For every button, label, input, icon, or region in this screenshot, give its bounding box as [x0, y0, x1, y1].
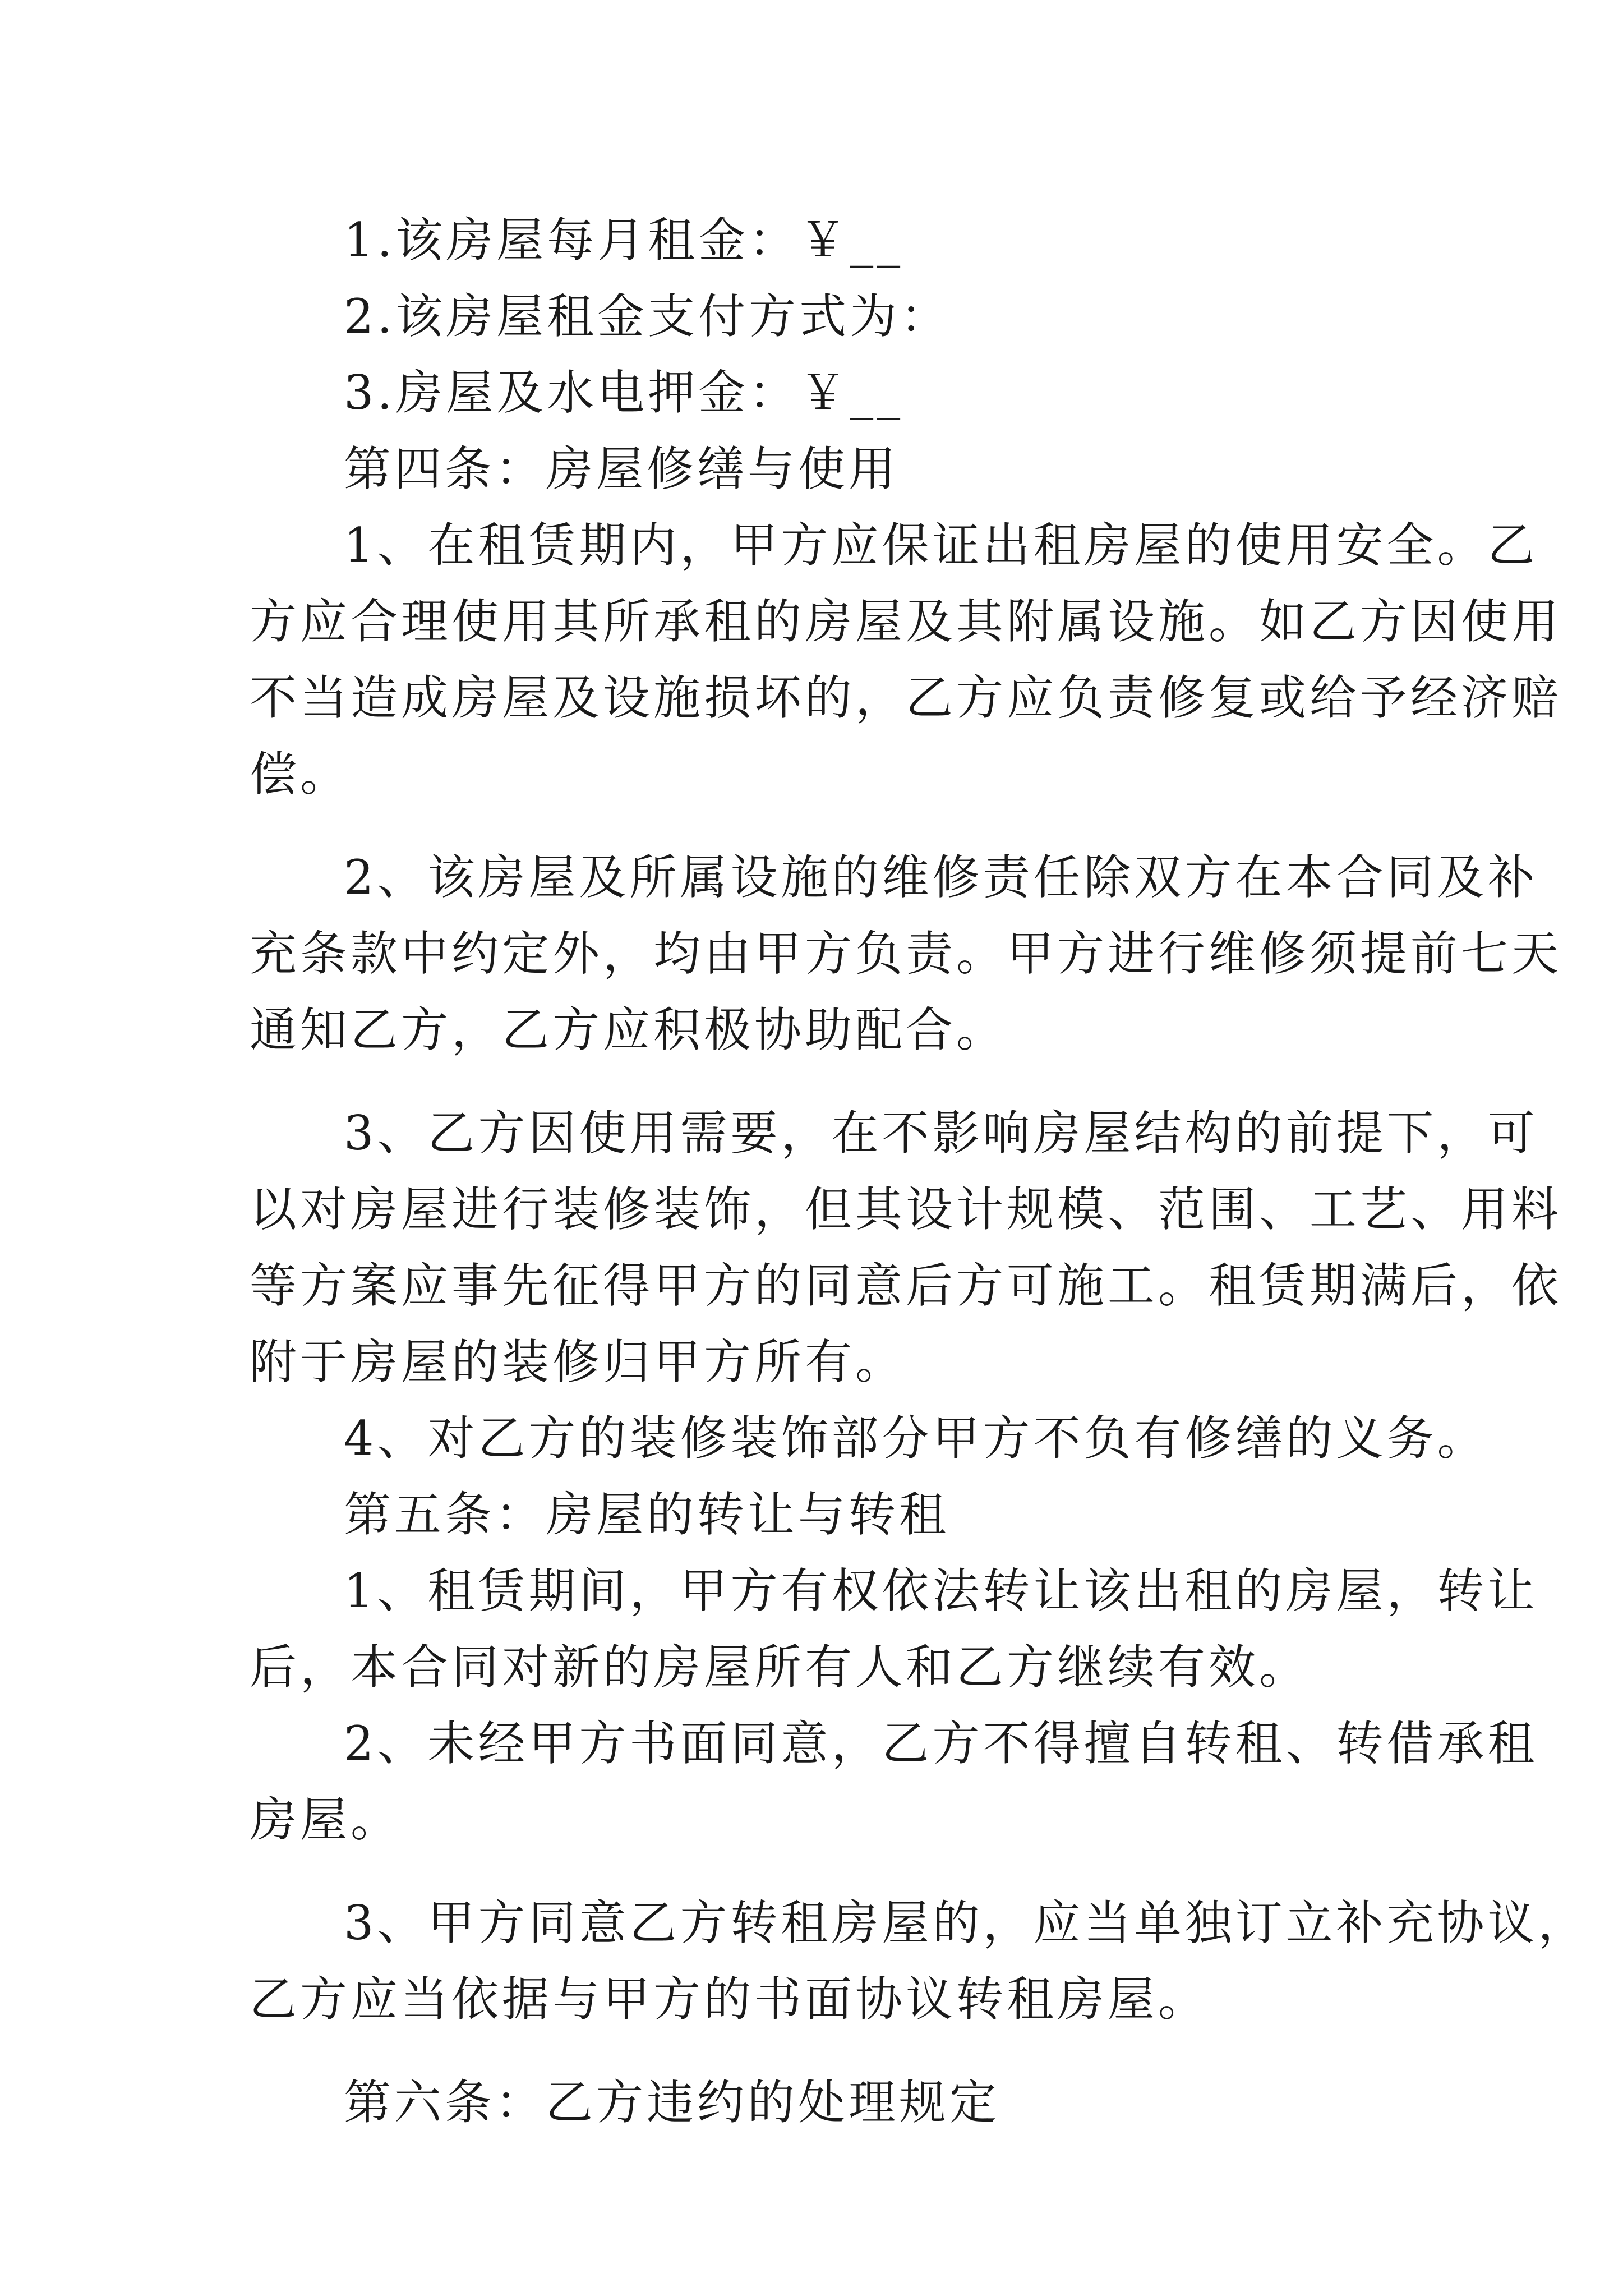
text-line: 1、在租赁期内，甲方应保证出租房屋的使用安全。乙: [344, 518, 1538, 573]
text-line: 4、对乙方的装修装饰部分甲方不负有修缮的义务。: [344, 1411, 1488, 1466]
text-line: 3.房屋及水电押金：￥__: [344, 365, 904, 420]
text-line: 2、未经甲方书面同意，乙方不得擅自转租、转借承租: [344, 1716, 1538, 1771]
text-line: 等方案应事先征得甲方的同意后方可施工。租赁期满后，依: [250, 1258, 1562, 1313]
text-line: 通知乙方，乙方应积极协助配合。: [250, 1002, 1007, 1057]
section-heading: 第六条：乙方违约的处理规定: [344, 2075, 1000, 2130]
text-line: 方应合理使用其所承租的房屋及其附属设施。如乙方因使用: [250, 594, 1562, 649]
text-line: 充条款中约定外，均由甲方负责。甲方进行维修须提前七天: [250, 926, 1562, 981]
text-line: 不当造成房屋及设施损坏的，乙方应负责修复或给予经济赔: [250, 670, 1562, 725]
text-line: 2、该房屋及所属设施的维修责任除双方在本合同及补: [344, 850, 1538, 905]
text-line: 房屋。: [250, 1792, 402, 1847]
text-line: 乙方应当依据与甲方的书面协议转租房屋。: [250, 1972, 1209, 2027]
text-line: 3、甲方同意乙方转租房屋的，应当单独订立补充协议，: [344, 1895, 1589, 1950]
paragraph-gap: [250, 1858, 1388, 1885]
section-heading: 第五条：房屋的转让与转租: [344, 1487, 950, 1542]
paragraph-gap: [250, 2037, 1388, 2064]
section-heading: 第四条：房屋修缮与使用: [344, 441, 900, 496]
text-line: 2.该房屋租金支付方式为：: [344, 289, 951, 344]
text-line: 1.该房屋每月租金：￥__: [344, 213, 904, 268]
text-line: 3、乙方因使用需要，在不影响房屋结构的前提下，可: [344, 1106, 1538, 1161]
text-line: 偿。: [250, 747, 351, 802]
text-line: 附于房屋的装修归甲方所有。: [250, 1335, 906, 1389]
text-line: 1、租赁期间，甲方有权依法转让该出租的房屋，转让: [344, 1563, 1538, 1618]
paragraph-gap: [250, 812, 1388, 839]
text-line: 以对房屋进行装修装饰，但其设计规模、范围、工艺、用料: [250, 1182, 1562, 1237]
paragraph-gap: [250, 1068, 1388, 1095]
text-line: 后，本合同对新的房屋所有人和乙方继续有效。: [250, 1640, 1310, 1695]
document-body: [250, 202, 1589, 2141]
